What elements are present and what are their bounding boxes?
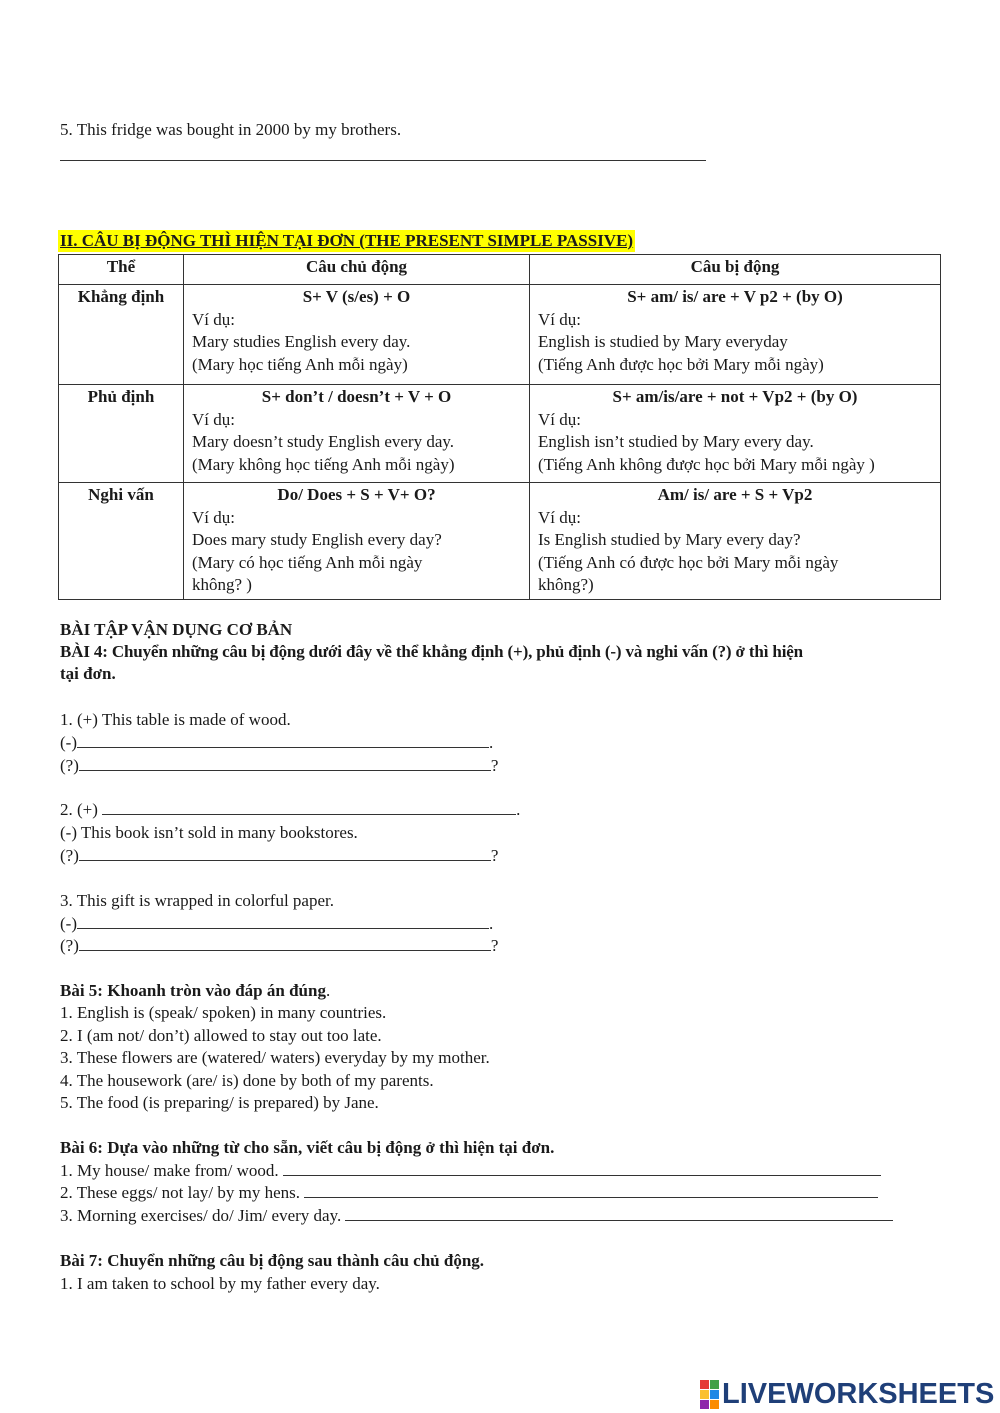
form-label: Nghi vấn xyxy=(59,483,184,600)
liveworksheets-logo xyxy=(700,1378,994,1411)
question-prefix: (?) xyxy=(60,936,79,955)
bai7-title: Bài 7: Chuyển những câu bị động sau thành câu chủ động. xyxy=(60,1251,485,1270)
example-translation: (Tiếng Anh có được học bởi Mary mỗi ngày xyxy=(538,552,839,572)
active-cell xyxy=(184,285,530,385)
answer-blank[interactable] xyxy=(345,1206,893,1221)
exercise-item-5: 5. This fridge was bought in 2000 by my brothers. xyxy=(60,120,402,139)
bai6-item-row xyxy=(60,1160,881,1182)
active-cell xyxy=(184,385,530,483)
bai5-item[interactable]: 4. The housework (are/ is) done by both of my parents. xyxy=(60,1071,434,1090)
example-translation: (Mary không học tiếng Anh mỗi ngày) xyxy=(192,454,455,474)
bai5-title-row xyxy=(60,980,330,1002)
period-mark: . xyxy=(488,733,494,752)
q1-negative-row xyxy=(60,732,493,754)
question-prefix: (?) xyxy=(60,846,79,865)
bai6-prompt: 2. These eggs/ not lay/ by my hens. xyxy=(60,1183,301,1202)
logo-text: LIVEWORKSHEETS xyxy=(722,1378,995,1410)
answer-blank[interactable] xyxy=(77,733,489,748)
answer-line[interactable] xyxy=(60,160,706,161)
q2-affirmative-row xyxy=(60,799,520,821)
passive-formula: Am/ is/ are + S + Vp2 xyxy=(657,485,813,504)
bai6-title: Bài 6: Dựa vào những từ cho sẵn, viết câu bị động ở thì hiện tại đơn. xyxy=(60,1138,555,1157)
example-sentence: Mary studies English every day. xyxy=(192,332,411,351)
bai5-item[interactable]: 2. I (am not/ don’t) allowed to stay out too late. xyxy=(60,1026,382,1045)
bai5-title: Bài 5: Khoanh tròn vào đáp án đúng xyxy=(60,981,326,1000)
header-passive: Câu bị động xyxy=(530,255,941,285)
logo-square xyxy=(710,1400,719,1409)
active-cell xyxy=(184,483,530,600)
header-form: Thể xyxy=(59,255,184,285)
answer-blank[interactable] xyxy=(79,936,491,951)
bai5-item[interactable]: 1. English is (speak/ spoken) in many countries. xyxy=(60,1003,387,1022)
example-label: Ví dụ: xyxy=(192,507,235,527)
period-mark: . xyxy=(516,800,521,819)
example-translation: (Tiếng Anh được học bởi Mary mỗi ngày) xyxy=(538,354,824,374)
example-sentence: English is studied by Mary everyday xyxy=(538,332,788,351)
logo-square xyxy=(710,1390,719,1399)
answer-blank[interactable] xyxy=(102,800,516,815)
example-translation-cont: không?) xyxy=(538,575,594,594)
example-translation: (Mary có học tiếng Anh mỗi ngày xyxy=(192,552,423,572)
logo-square xyxy=(700,1400,709,1409)
logo-mark-icon xyxy=(700,1380,719,1409)
form-label: Khẳng định xyxy=(59,285,184,385)
logo-square xyxy=(700,1390,709,1399)
bai5-item[interactable]: 5. The food (is preparing/ is prepared) by Jane. xyxy=(60,1093,379,1112)
answer-blank[interactable] xyxy=(77,914,489,929)
period-mark: . xyxy=(488,914,494,933)
bai6-prompt: 1. My house/ make from/ wood. xyxy=(60,1161,279,1180)
q1-affirmative: 1. (+) This table is made of wood. xyxy=(60,710,291,729)
question-mark: ? xyxy=(490,846,499,865)
bai5-item[interactable]: 3. These flowers are (watered/ waters) everyday by my mother. xyxy=(60,1048,490,1067)
question-prefix: (?) xyxy=(60,756,79,775)
q3-negative-row xyxy=(60,913,493,935)
example-sentence: Mary doesn’t study English every day. xyxy=(192,432,455,451)
active-formula: Do/ Does + S + V+ O? xyxy=(277,485,436,504)
answer-blank[interactable] xyxy=(304,1183,878,1198)
q2-negative: (-) This book isn’t sold in many bookstores. xyxy=(60,823,358,842)
example-label: Ví dụ: xyxy=(538,507,581,527)
passive-cell xyxy=(530,385,941,483)
answer-blank[interactable] xyxy=(283,1161,881,1176)
answer-blank[interactable] xyxy=(79,846,491,861)
q2-prefix: 2. (+) xyxy=(60,800,98,819)
bai4-instruction: BÀI 4: Chuyển những câu bị động dưới đây về thể khẳng định (+), phủ định (-) và nghi vấn (?) ở thì hiện xyxy=(60,642,803,661)
active-formula: S+ V (s/es) + O xyxy=(302,287,411,306)
example-label: Ví dụ: xyxy=(192,309,235,329)
passive-formula: S+ am/ is/ are + V p2 + (by O) xyxy=(627,287,843,306)
form-label: Phủ định xyxy=(59,385,184,483)
example-translation: (Tiếng Anh không được học bởi Mary mỗi ngày ) xyxy=(538,454,875,474)
table-row-affirmative xyxy=(59,285,941,385)
grammar-table xyxy=(58,254,941,600)
example-sentence: Is English studied by Mary every day? xyxy=(538,530,801,549)
bai6-prompt: 3. Morning exercises/ do/ Jim/ every day. xyxy=(60,1206,342,1225)
logo-square xyxy=(710,1380,719,1389)
example-label: Ví dụ: xyxy=(538,309,581,329)
table-row-negative xyxy=(59,385,941,483)
q1-question-row xyxy=(60,755,498,777)
q3-sentence: 3. This gift is wrapped in colorful paper. xyxy=(60,891,334,910)
passive-cell xyxy=(530,285,941,385)
table-header-row xyxy=(59,255,941,285)
passive-cell xyxy=(530,483,941,600)
bai6-item-row xyxy=(60,1182,878,1204)
header-active: Câu chủ động xyxy=(184,255,530,285)
bai6-item-row xyxy=(60,1205,893,1227)
passive-formula: S+ am/is/are + not + Vp2 + (by O) xyxy=(612,387,858,406)
bai5-title-end: . xyxy=(325,981,331,1000)
active-formula: S+ don’t / doesn’t + V + O xyxy=(261,387,452,406)
q3-question-row xyxy=(60,935,498,957)
section-title: II. CÂU BỊ ĐỘNG THÌ HIỆN TẠI ĐƠN (THE PRESENT SIMPLE PASSIVE) xyxy=(60,231,634,250)
bai4-instruction-cont: tại đơn. xyxy=(60,664,116,683)
bai7-item: 1. I am taken to school by my father every day. xyxy=(60,1274,380,1293)
example-sentence: English isn’t studied by Mary every day. xyxy=(538,432,814,451)
neg-prefix: (-) xyxy=(60,914,77,933)
neg-prefix: (-) xyxy=(60,733,77,752)
q2-question-row xyxy=(60,845,498,867)
example-sentence: Does mary study English every day? xyxy=(192,530,442,549)
table-row-interrogative xyxy=(59,483,941,600)
example-translation: (Mary học tiếng Anh mỗi ngày) xyxy=(192,354,408,374)
question-mark: ? xyxy=(490,936,499,955)
answer-blank[interactable] xyxy=(79,756,491,771)
example-translation-cont: không? ) xyxy=(192,575,252,594)
logo-square xyxy=(700,1380,709,1389)
example-label: Ví dụ: xyxy=(192,409,235,429)
example-label: Ví dụ: xyxy=(538,409,581,429)
question-mark: ? xyxy=(490,756,499,775)
practice-heading: BÀI TẬP VẬN DỤNG CƠ BẢN xyxy=(60,620,293,639)
